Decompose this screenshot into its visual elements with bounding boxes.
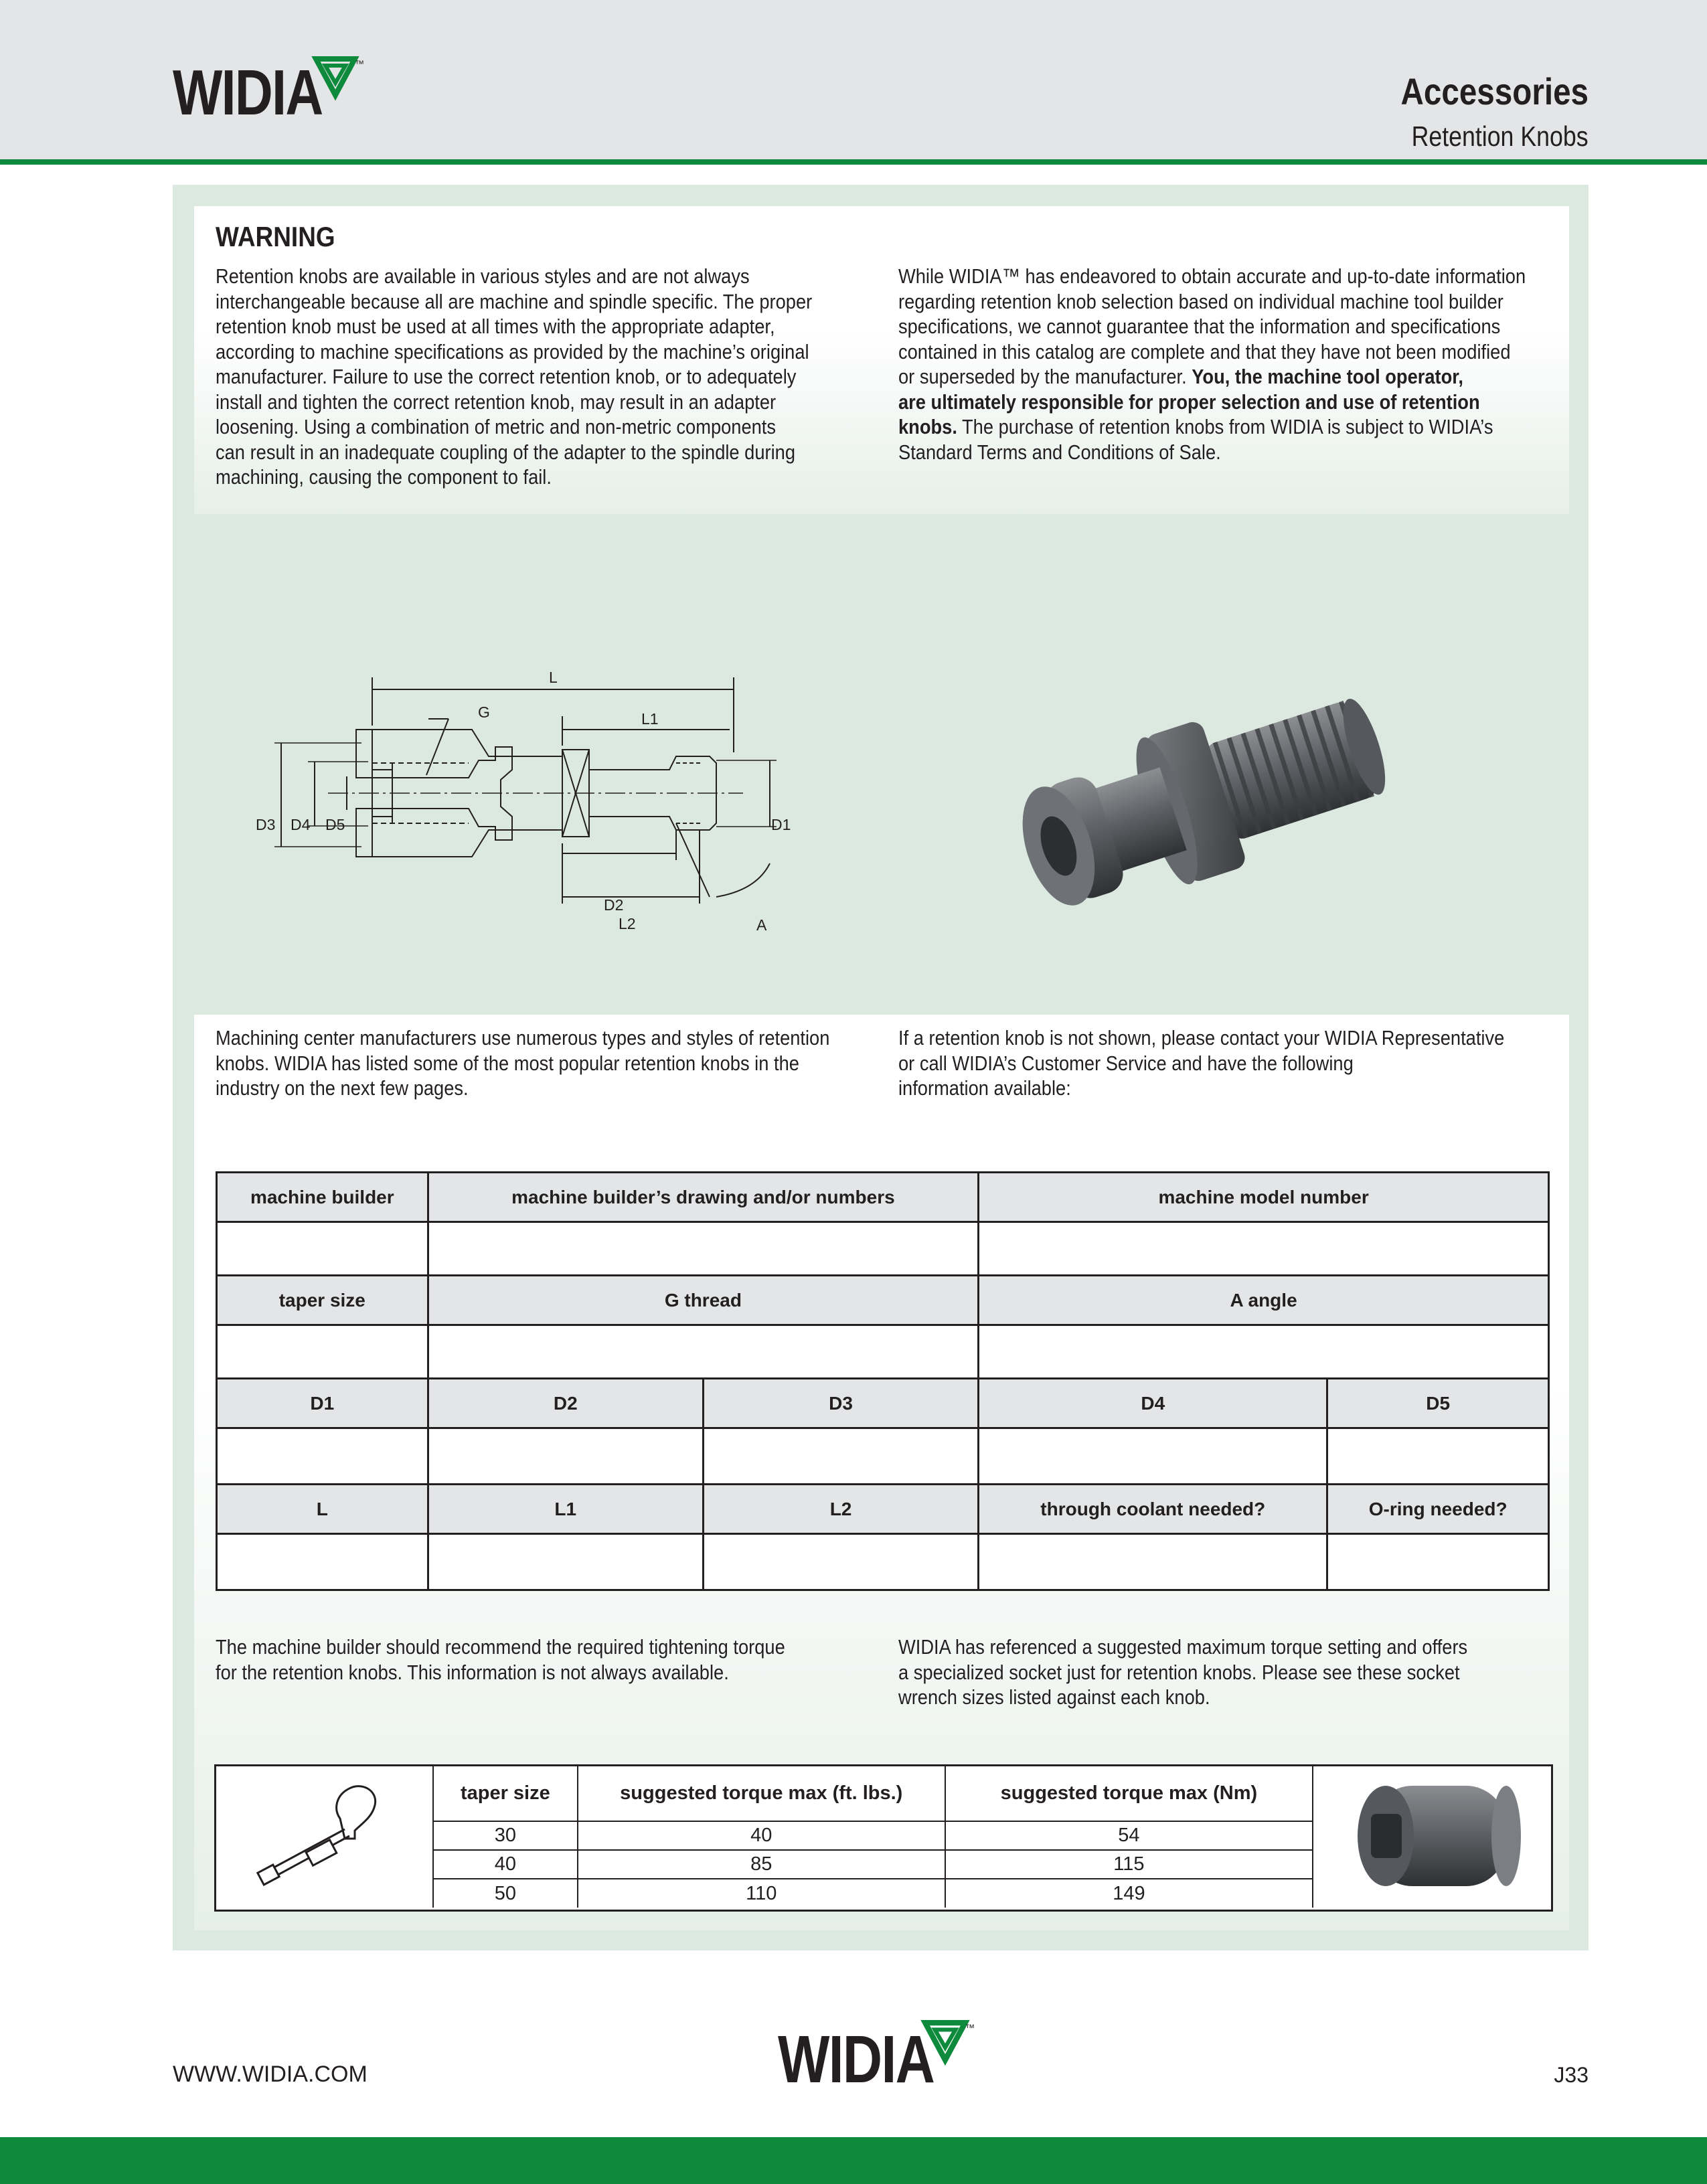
logo-wordmark: WIDIA (173, 57, 323, 129)
info-form-table (216, 1171, 1550, 1591)
table-cell: 85 (578, 1850, 945, 1879)
text-span: or superseded by the manufacturer. (898, 365, 1192, 388)
torque-wrench-icon (254, 1777, 422, 1898)
dim-label-D1: D1 (771, 816, 791, 833)
dim-label-L: L (549, 669, 558, 686)
text-line: loosening. Using a combination of metric and non-metric components (216, 415, 777, 438)
info-left-text (216, 1025, 829, 1101)
table-header-row (217, 1485, 1549, 1534)
logo-triangle-icon (922, 2020, 975, 2068)
blank-field (979, 1428, 1327, 1485)
table-cell: 40 (433, 1850, 578, 1879)
text-line: While WIDIA™ has endeavored to obtain accurate and up-to-date information (898, 264, 1526, 288)
bold-text: are ultimately responsible for proper selection and use of retention (898, 390, 1480, 414)
header-cell: A angle (979, 1276, 1549, 1325)
table-header-row (433, 1766, 1313, 1821)
warning-left-text (216, 264, 812, 490)
header-cell: D1 (217, 1379, 428, 1428)
header-cell: taper size (217, 1276, 428, 1325)
header-cell: suggested torque max (Nm) (945, 1766, 1313, 1821)
logo-wordmark: WIDIA (778, 2022, 934, 2097)
header-cell: through coolant needed? (979, 1485, 1327, 1534)
torque-table (432, 1766, 1313, 1908)
header-rule (0, 159, 1707, 165)
text-line: WIDIA has referenced a suggested maximum torque setting and offers (898, 1635, 1468, 1659)
table-input-row (217, 1534, 1549, 1590)
header-cell: taper size (433, 1766, 578, 1821)
header-cell: suggested torque max (ft. lbs.) (578, 1766, 945, 1821)
text-line: can result in an inadequate coupling of the adapter to the spindle during (216, 440, 796, 464)
header-cell: D2 (428, 1379, 703, 1428)
table-cell: 149 (945, 1879, 1313, 1908)
blank-field (428, 1428, 703, 1485)
text-line: The machine builder should recommend the required tightening torque (216, 1635, 785, 1659)
torque-right-text (898, 1634, 1467, 1710)
blank-field (217, 1428, 428, 1485)
header-cell: L2 (703, 1485, 978, 1534)
table-row (433, 1879, 1313, 1908)
bold-text: knobs. (898, 415, 957, 438)
dim-label-A: A (756, 916, 767, 934)
page-title: Accessories (1400, 70, 1589, 112)
text-line: Machining center manufacturers use numerous types and styles of retention (216, 1026, 830, 1049)
text-line (898, 364, 1526, 390)
table-input-row (217, 1325, 1549, 1379)
table-row (433, 1850, 1313, 1879)
dim-label-D3: D3 (256, 816, 276, 833)
text-line: Retention knobs are available in various styles and are not always (216, 264, 750, 288)
warning-title: WARNING (216, 221, 335, 252)
svg-text:™: ™ (355, 58, 364, 69)
text-line: regarding retention knob selection based on individual machine tool builder (898, 289, 1503, 313)
dim-label-D2: D2 (604, 896, 624, 914)
table-cell: 54 (945, 1821, 1313, 1850)
retention-knob-drawing (248, 663, 823, 957)
text-line: contained in this catalog are complete and that they have not been modified (898, 339, 1511, 363)
footer-url: WWW.WIDIA.COM (173, 2062, 368, 2087)
dim-label-L2: L2 (619, 915, 636, 932)
header-cell: D4 (979, 1379, 1327, 1428)
dim-label-L1: L1 (641, 710, 659, 728)
header-cell: O-ring needed? (1327, 1485, 1549, 1534)
page-subtitle: Retention Knobs (1412, 120, 1589, 152)
blank-field (703, 1428, 978, 1485)
header-cell: machine builder’s drawing and/or numbers (428, 1173, 979, 1222)
text-line: retention knob must be used at all times with the appropriate adapter, (216, 315, 775, 338)
text-span: The purchase of retention knobs from WIDIA is subject to WIDIA’s (957, 415, 1493, 438)
page-number: J33 (1554, 2063, 1589, 2087)
table-cell: 110 (578, 1879, 945, 1908)
header-cell: L (217, 1485, 428, 1534)
blank-field (1327, 1428, 1549, 1485)
table-cell: 40 (578, 1821, 945, 1850)
footer-bar (0, 2137, 1707, 2184)
info-right-text (898, 1025, 1504, 1101)
text-line: Standard Terms and Conditions of Sale. (898, 440, 1221, 464)
text-line: wrench sizes listed against each knob. (898, 1685, 1210, 1709)
text-line: for the retention knobs. This information is not always available. (216, 1660, 729, 1684)
table-cell: 115 (945, 1850, 1313, 1879)
dim-label-D4: D4 (291, 816, 311, 833)
text-line: manufacturer. Failure to use the correct retention knob, or to adequately (216, 365, 797, 388)
text-line: knobs. WIDIA has listed some of the most popular retention knobs in the (216, 1051, 799, 1075)
blank-field (1327, 1534, 1549, 1590)
header-cell: D3 (703, 1379, 978, 1428)
blank-field (428, 1222, 979, 1276)
blank-field (979, 1222, 1549, 1276)
blank-field (217, 1534, 428, 1590)
table-cell: 50 (433, 1879, 578, 1908)
table-header-row (217, 1379, 1549, 1428)
dim-label-G: G (478, 703, 490, 721)
text-line: If a retention knob is not shown, please contact your WIDIA Representative (898, 1026, 1505, 1049)
text-line: interchangeable because all are machine and spindle specific. The proper (216, 289, 813, 313)
svg-text:™: ™ (965, 2023, 975, 2034)
blank-field (979, 1534, 1327, 1590)
text-line: a specialized socket just for retention knobs. Please see these socket (898, 1660, 1460, 1684)
text-line (898, 390, 1526, 415)
blank-field (979, 1325, 1549, 1379)
blank-field (217, 1222, 428, 1276)
header-cell: machine model number (979, 1173, 1549, 1222)
header-cell: G thread (428, 1276, 979, 1325)
blank-field (703, 1534, 978, 1590)
table-input-row (217, 1428, 1549, 1485)
text-line: information available: (898, 1076, 1071, 1100)
text-line: industry on the next few pages. (216, 1076, 469, 1100)
table-cell: 30 (433, 1821, 578, 1850)
text-line (898, 414, 1526, 440)
table-row (433, 1821, 1313, 1850)
text-line: machining, causing the component to fail. (216, 465, 552, 489)
header-cell: L1 (428, 1485, 703, 1534)
header-cell: D5 (1327, 1379, 1549, 1428)
blank-field (217, 1325, 428, 1379)
blank-field (428, 1534, 703, 1590)
torque-left-text (216, 1634, 785, 1685)
text-line: according to machine specifications as provided by the machine’s original (216, 339, 809, 363)
table-input-row (217, 1222, 1549, 1276)
warning-right-text (898, 264, 1526, 465)
table-header-row (217, 1276, 1549, 1325)
text-line: specifications, we cannot guarantee that the information and specifications (898, 315, 1501, 338)
blank-field (428, 1325, 979, 1379)
table-header-row (217, 1173, 1549, 1222)
socket-icon (1346, 1772, 1533, 1900)
bold-text: You, the machine tool operator, (1192, 365, 1463, 388)
retention-knob-image (1004, 663, 1446, 971)
logo-triangle-icon (313, 56, 364, 103)
text-line: or call WIDIA’s Customer Service and have the following (898, 1051, 1354, 1075)
dim-label-D5: D5 (325, 816, 345, 833)
text-line: install and tighten the correct retention knob, may result in an adapter (216, 390, 777, 414)
header-cell: machine builder (217, 1173, 428, 1222)
